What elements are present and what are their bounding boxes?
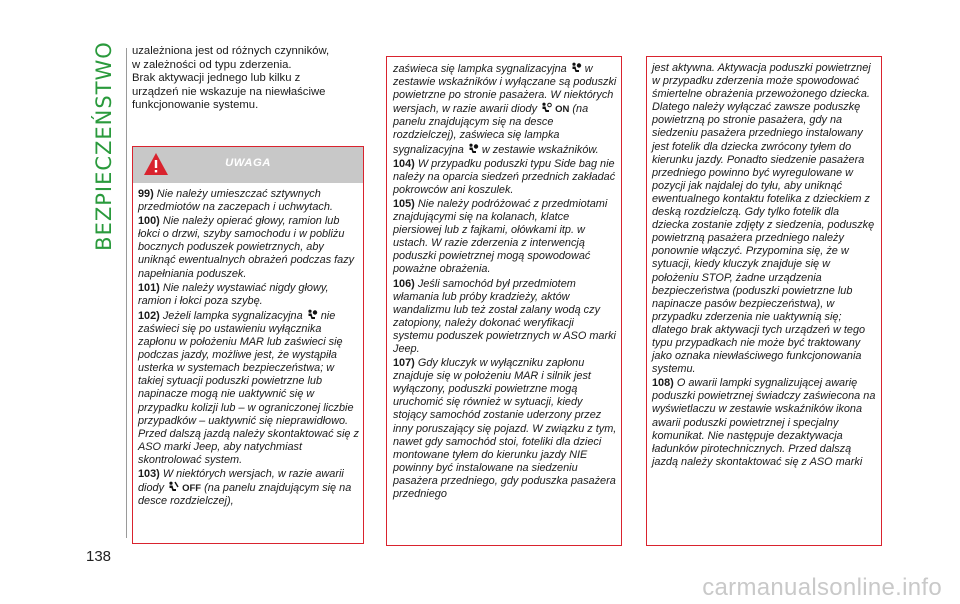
note-99: 99) Nie należy umieszczać sztywnych przedmiotów na zaczepach i uchwytach. [138,188,333,214]
intro-line: Brak aktywacji jednego lub kilku z [132,72,301,85]
warning-column-1 [138,188,362,509]
intro-line: funkcjonowanie systemu. [132,99,259,112]
watermark: carmanualsonline.info [702,574,942,601]
on-label: ON [555,104,570,116]
warning-column-2 [393,62,617,502]
warning-header [133,147,363,183]
note-101: 101) Nie należy wystawiać nigdy głowy, ramion i łokci poza szybę. [138,281,329,307]
note-103-continued: zaświeca się lampka sygnalizacyjna w zestawie wskaźników i wyłączane są poduszki powietrzne po stronie pasażera. W niektórych wersjach, w razie awarii diody ON (na panelu znajdującym się na desce rozdzielczej), zaświeca się lampka sygnalizacyjna w zestawie wskaźników. [393,63,617,156]
note-104: 104) W przypadku poduszki typu Side bag nie należy na oparcia siedzeń przednich zakładać pokrowców ani koszulek. [393,157,616,196]
note-108: 108) O awarii lampki sygnalizującej awarię poduszki powietrznej świadczy zaświecona na wyświetlaczu w zestawie wskaźników ikona awarii poduszki powietrznej i specjalny komunikat. Nie następuje dezaktywacja ładunków pirotechnicznych. Przed dalszą jazdą należy skontaktować się z ASO marki [652,377,876,468]
intro-text [132,45,364,113]
passenger-airbag-on-icon [540,102,552,114]
note-103: 103) W niektórych wersjach, w razie awarii diody OFF (na panelu znajdującym się na desce rozdzielczej), [138,467,352,508]
airbag-warning-icon [467,143,479,155]
section-title-vertical [84,41,124,251]
off-label: OFF [182,483,202,495]
passenger-airbag-off-icon [167,481,179,493]
note-107-continued: jest aktywna. Aktywacja poduszki powietrznej w przypadku zderzenia może spowodować śmiertelne obrażenia przewożonego dziecka. Dlatego należy wyłączać zawsze poduszkę powietrzną po stronie pasażera, gdy na siedzeniu pasażera przedniego instalowany jest fotelik dla dziecka zwrócony tyłem do kierunku jazdy. Ponadto siedzenie pasażera przedniego powinno być wyregulowane w pozycji jak najdalej do tyłu, aby uniknąć ewentualnego kontaktu fotelika z dzieckiem z deską rozdzielczą. Gdy tylko fotelik dla dziecka zostanie zdjęty z siedzenia, poduszkę powietrzną pasażera przedniego należy ponownie włączyć. Przypomina się, że w sytuacji, kiedy kluczyk znajduje się w położeniu STOP, żadne urządzenia bezpieczeństwa (poduszki powietrzne lub napinacze pasów bezpieczeństwa), w przypadku zderzenia nie uaktywnią się; dlatego brak aktywacji tych urządzeń w tego typu przypadkach nie może być traktowany jako oznaka niewłaściwego funkcjonowania systemu. [652,62,875,376]
airbag-warning-icon [570,62,582,74]
warning-column-3 [652,62,878,470]
section-title: BEZPIECZEŃSTWO [92,41,117,251]
section-divider [126,48,127,538]
intro-line: w zależności od typu zderzenia. [132,58,292,71]
intro-line: uzależniona jest od różnych czynników, [132,45,330,57]
note-100: 100) Nie należy opierać głowy, ramion lub łokci o drzwi, szyby samochodu i w pobliżu bocznych poduszek powietrznych, aby uniknąć ewentualnych obrażeń podczas fazy napełniania poduszek. [138,215,355,280]
page-number: 138 [86,548,112,565]
note-105: 105) Nie należy podróżować z przedmiotami znajdującymi się na kolanach, klatce piersiowej lub z fajkami, ołówkami itp. w ustach. W razie zderzenia z interwencją poduszki powietrznej mogą spowodować poważne obrażenia. [393,197,608,276]
note-102: 102) Jeżeli lampka sygnalizacyjna nie zaświeci się po ustawieniu wyłącznika zapłonu w położeniu MAR lub zaświeci się podczas jazdy, możliwe jest, że wystąpiła usterka w systemach bezpieczeństwa; w takiej sytuacji poduszki powietrzne lub napinacze mogą nie uaktywnić się w przypadku kolizji lub – w ograniczonej liczbie przypadków – uaktywnić się nieprawidłowo. Przed dalszą jazdą należy skontaktować się z ASO marki Jeep, aby natychmiast skontrolować system. [138,309,359,466]
note-107: 107) Gdy kluczyk w wyłączniku zapłonu znajduje się w położeniu MAR i silnik jest wyłączony, poduszki powietrzne mogą uruchomić się również w sytuacji, kiedy stojący samochód zostanie uderzony przez inny poruszający się pojazd. W związku z tym, nawet gdy samochód stoi, foteliki dla dzieci montowane tyłem do kierunku jazdy NIE powinny być instalowane na siedzeniu pasażera przedniego, gdy poduszka pasażera przedniego [393,357,617,500]
intro-line: urządzeń nie wskazuje na niewłaściwe [132,85,326,98]
warning-label: UWAGA [225,157,271,169]
note-106: 106) Jeśli samochód był przedmiotem włamania lub próby kradzieży, aktów wandalizmu lub też został zalany wodą czy zatopiony, należy dokonać weryfikacji systemu poduszek powietrznych w ASO marki Jeep. [393,277,616,355]
airbag-warning-icon [306,309,318,321]
